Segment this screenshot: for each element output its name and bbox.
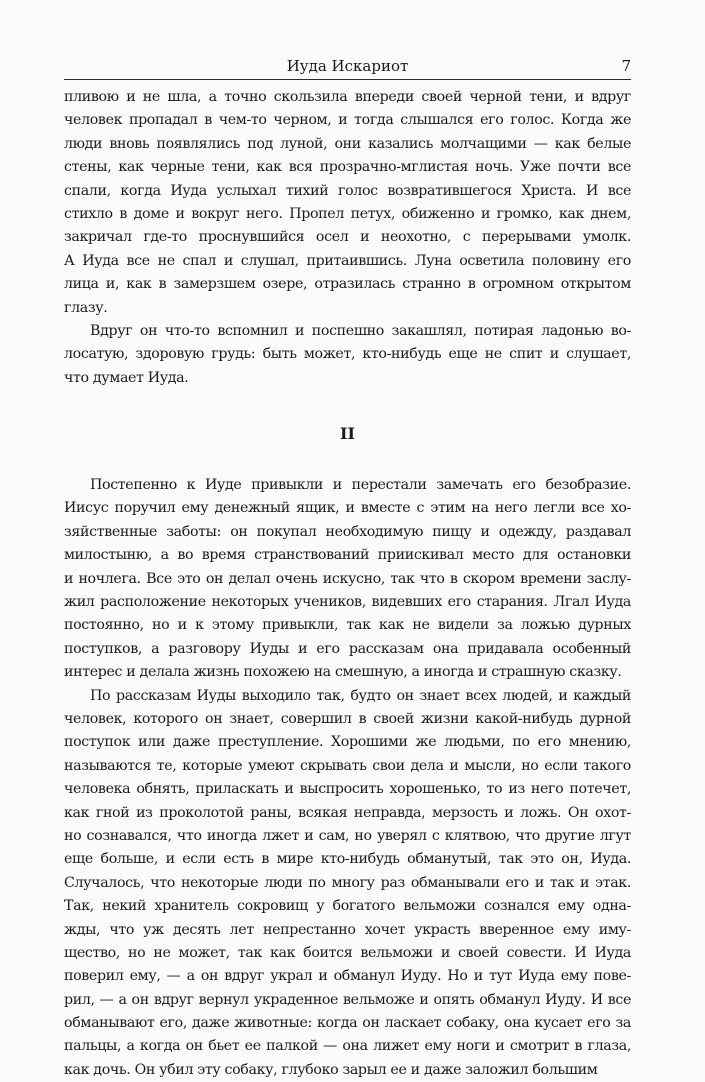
text-line: закричал где-то проснувшийся осел и неохотно, с перерывами умолк.: [64, 229, 631, 246]
text-line: жил расположение некоторых учеников, видевших его старания. Лгал Иуда: [64, 594, 631, 611]
text-line: лица и, как в замерзшем озере, отразилась странно в огромном открытом: [64, 276, 631, 293]
text-line: человека обнять, приласкать и выспросить хорошенько, то из него потечет,: [64, 781, 631, 798]
text-line: спали, когда Иуда услыхал тихий голос возвратившегося Христа. И все: [64, 182, 631, 199]
text-line: зяйственные заботы: он покупал необходимую пищу и одежду, раздавал: [64, 523, 631, 540]
text-line: но сознавался, что иногда лжет и сам, но уверял с клятвою, что другие лгут: [64, 827, 631, 844]
text-line: рил, — а он вдруг вернул украденное вельможе и опять обманул Иуду. И все: [64, 991, 631, 1008]
text-line: милостыню, а во время странствований приискивал место для остановки: [64, 547, 631, 564]
paragraph: [64, 685, 631, 1082]
text-line: Случалось, что некоторые люди по многу раз обманывали его и так и этак.: [64, 874, 631, 891]
chapter-heading: II: [340, 424, 355, 444]
text-line: поверил ему, — а он вдруг украл и обманул Иуду. Но и тут Иуда ему пове-: [64, 968, 631, 985]
text-line: По рассказам Иуды выходило так, будто он знает всех людей, и каждый: [90, 687, 631, 704]
text-line: что думает Иуда.: [64, 369, 189, 386]
text-line: Постепенно к Иуде привыкли и перестали замечать его безобразие.: [90, 477, 631, 494]
text-line: называются те, которые умеют скрывать свои дела и мысли, но если такого: [64, 757, 631, 774]
text-line: глазу.: [64, 299, 108, 316]
text-line: Иисус поручил ему денежный ящик, и вместе с этим на него легли все хо-: [64, 500, 631, 517]
text-line: лосатую, здоровую грудь: быть может, кто-нибудь еще не спит и слушает,: [64, 346, 631, 363]
text-line: пальцы, а когда он бьет ее палкой — она лижет ему ноги и смотрит в глаза,: [64, 1038, 631, 1055]
text-line: поступок или даже преступление. Хорошими же людьми, по его мнению,: [64, 734, 631, 751]
text-line: щество, но не может, так как боится вельможи и своей совести. И Иуда: [64, 944, 631, 961]
running-header: [64, 57, 631, 80]
text-line: поступков, а разговору Иуды и его рассказам она придавала особенный: [64, 640, 631, 657]
text-line: и ночлега. Все это он делал очень искусно, так что в скором времени заслу-: [64, 570, 631, 587]
text-line: как дочь. Он убил эту собаку, глубоко зарыл ее и даже заложил большим: [64, 1061, 598, 1078]
text-line: обманывают его, даже животные: когда он ласкает собаку, она кусает его за: [64, 1015, 631, 1032]
paragraph: [64, 86, 631, 320]
running-title: Иуда Искариот: [286, 57, 409, 75]
text-line: стены, как черные тени, как вся прозрачно-мглистая ночь. Уже почти все: [64, 159, 631, 176]
text-line: люди вновь появлялись под луной, они казались молчащими — как белые: [64, 135, 631, 152]
text-line: пливою и не шла, а точно скользила впереди своей черной тени, и вдруг: [64, 89, 631, 105]
text-line: человек, которого он знает, совершил в своей жизни какой-нибудь дурной: [64, 710, 631, 727]
paragraph: [64, 320, 631, 390]
page-number: 7: [621, 57, 631, 75]
text-line: как гной из проколотой раны, всякая неправда, мерзость и ложь. Он охот-: [64, 804, 631, 821]
text-line: еще больше, и если есть в мире кто-нибудь обманутый, так это он, Иуда.: [64, 851, 631, 868]
page-body: [64, 86, 631, 1082]
text-line: Так, некий хранитель сокровищ у богатого вельможи сознался ему однa-: [64, 898, 631, 915]
paragraph: [64, 474, 631, 685]
text-line: постоянно, но и к этому привыкли, так как не видели за ложью дурных: [64, 617, 631, 634]
text-line: интерес и делала жизнь похожею на смешную, а иногда и страшную сказку.: [64, 664, 622, 681]
text-line: жды, что уж десять лет непрестанно хочет украсть вверенное ему иму-: [64, 921, 631, 938]
text-line: Вдруг он что-то вспомнил и поспешно закашлял, потирая ладонью во-: [90, 322, 631, 339]
text-line: человек пропадал в чем-то черном, и тогда слышался его голос. Когда же: [64, 112, 631, 129]
text-line: А Иуда все не спал и слушал, притаившись. Луна осветила половину его: [64, 252, 631, 269]
text-line: стихло в доме и вокруг него. Пропел петух, обиженно и громко, как днем,: [64, 205, 631, 222]
